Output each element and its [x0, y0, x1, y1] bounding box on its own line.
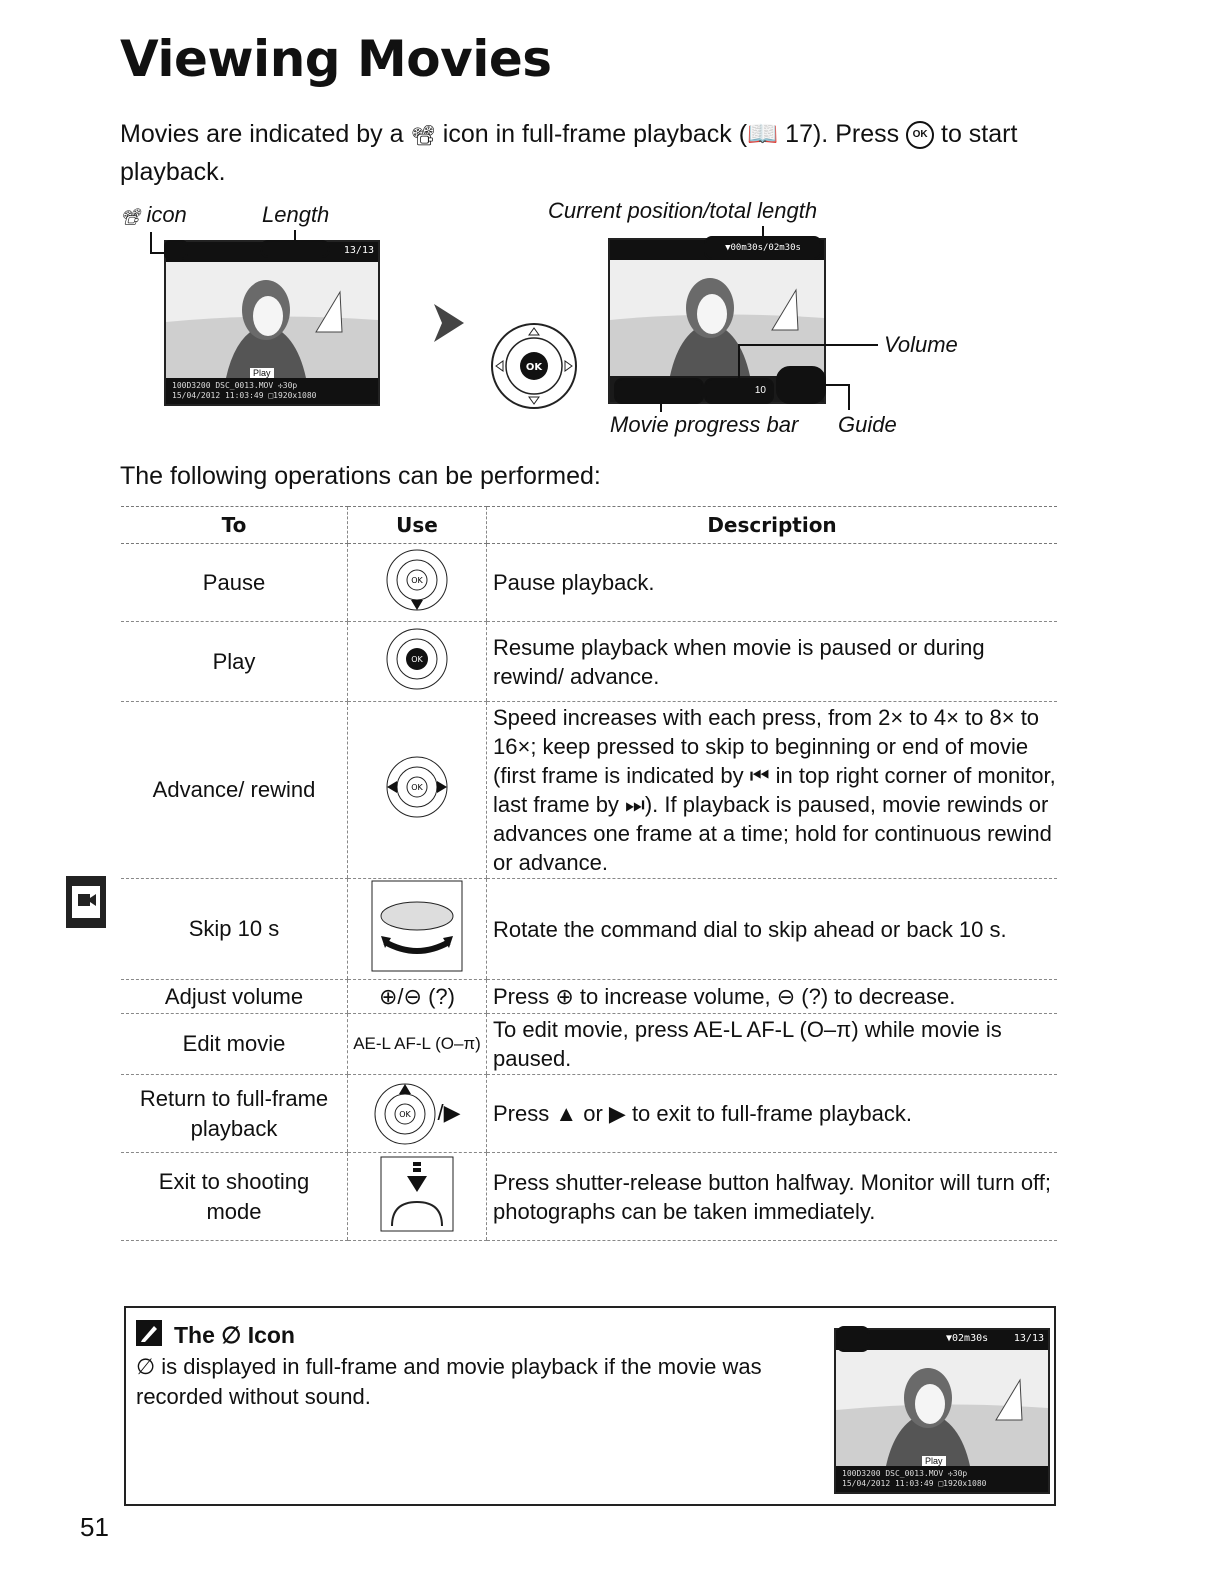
intro-part-b: icon in full-frame playback (	[442, 120, 748, 148]
ok-button-icon	[385, 627, 449, 691]
page-number: 51	[80, 1512, 109, 1542]
footer-line-2: 15/04/2012 11:03:49 □1920x1080	[172, 391, 317, 400]
header-description: Description	[487, 507, 1058, 544]
row-use	[348, 702, 487, 879]
note-play-label: Play	[922, 1456, 946, 1466]
row-to: Edit movie	[121, 1014, 348, 1075]
row-use	[348, 544, 487, 622]
row-use	[348, 879, 487, 980]
row-to: Play	[121, 622, 348, 702]
intro-part-d: to start playback.	[120, 120, 1018, 186]
row-desc: Pause playback.	[487, 544, 1058, 622]
note-length: ▼02m30s	[946, 1333, 989, 1344]
header-use: Use	[348, 507, 487, 544]
length-caption: Length	[262, 202, 330, 227]
movie-section-tab	[66, 876, 106, 928]
progress-bar-callout	[614, 378, 704, 404]
guide-callout	[776, 366, 826, 404]
footer-line-1: 100D3200 DSC_0013.MOV ✢30p	[172, 381, 298, 390]
row-to: Exit to shooting mode	[121, 1153, 348, 1241]
volume-callout: 10	[704, 378, 774, 404]
position-callout: ▼00m30s/02m30s	[704, 236, 822, 260]
row-use	[348, 1153, 487, 1241]
length-callout	[260, 240, 330, 258]
row-desc: Speed increases with each press, from 2× to 4× to 8× to 16×; keep pressed to skip to beginning or end of movie (first frame is indicated by ⏮ in top right corner of monitor, last frame by ⏭). If playback is paused, movie rewinds or advances one frame at a time; hold for continuous rewind or advance.	[487, 702, 1058, 879]
pencil-note-icon	[136, 1320, 162, 1346]
row-use	[348, 622, 487, 702]
note-box	[124, 1306, 1056, 1506]
book-icon: 📖	[747, 120, 779, 148]
row-desc: Press ▲ or ▶ to exit to full-frame playback.	[487, 1075, 1058, 1153]
row-use	[348, 1075, 487, 1153]
row-to: Skip 10 s	[121, 879, 348, 980]
row-use: ⊕/⊖ (?)	[348, 980, 487, 1014]
row-desc: Press shutter-release button halfway. Monitor will turn off; photographs can be taken immediately.	[487, 1153, 1058, 1241]
note-body: ∅ is displayed in full-frame and movie playback if the movie was recorded without sound.	[136, 1354, 762, 1409]
table-row	[121, 1153, 1057, 1241]
playback-screen-1	[164, 240, 380, 406]
movie-camera-icon: 📽	[120, 209, 141, 226]
intro-part-a: Movies are indicated by a	[120, 120, 404, 148]
svg-text:OK: OK	[411, 654, 423, 664]
note-playback-screen	[834, 1328, 1050, 1494]
table-row	[121, 879, 1057, 980]
svg-text:OK: OK	[525, 362, 543, 373]
row-use: AE-L AF-L (O–π)	[348, 1014, 487, 1075]
guide-caption: Guide	[838, 412, 897, 437]
multi-selector-icon	[490, 322, 578, 410]
position-caption: Current position/total length	[548, 198, 818, 223]
row-to: Return to full-frame playback	[121, 1075, 348, 1153]
note-footer-1: 100D3200 DSC_0013.MOV ✢30p	[842, 1469, 968, 1478]
note-count: 13/13	[1013, 1333, 1044, 1344]
row-to: Adjust volume	[121, 980, 348, 1014]
svg-text:OK: OK	[411, 575, 423, 585]
table-row	[121, 1075, 1057, 1153]
row-desc: Resume playback when movie is paused or during rewind/ advance.	[487, 622, 1058, 702]
volume-caption: Volume	[884, 332, 958, 357]
no-sound-icon-callout	[836, 1326, 870, 1352]
row-to: Pause	[121, 544, 348, 622]
icon-caption: 📽 icon	[120, 202, 187, 227]
row-desc: Press ⊕ to increase volume, ⊖ (?) to decrease.	[487, 980, 1058, 1014]
playback-button-label: /▶	[437, 1099, 461, 1125]
row-desc: To edit movie, press AE-L AF-L (O–π) while movie is paused.	[487, 1014, 1058, 1075]
note-title: The ∅ Icon	[174, 1322, 295, 1348]
shutter-release-icon	[380, 1156, 454, 1232]
arrow-right-icon	[430, 300, 466, 346]
header-to: To	[121, 507, 348, 544]
row-desc: Rotate the command dial to skip ahead or back 10 s.	[487, 879, 1058, 980]
ops-intro: The following operations can be performed:	[120, 462, 601, 490]
table-row	[121, 544, 1057, 622]
page-title: Viewing Movies	[120, 30, 552, 88]
table-row	[121, 980, 1057, 1014]
table-row	[121, 702, 1057, 879]
movie-camera-icon	[66, 876, 106, 928]
command-dial-icon	[371, 880, 463, 972]
photo	[166, 262, 378, 378]
operations-table	[121, 506, 1057, 1241]
frame-count: 13/13	[343, 245, 374, 256]
icon-callout	[164, 240, 188, 260]
svg-text:OK: OK	[399, 1109, 412, 1119]
play-label: Play	[250, 368, 274, 378]
ok-button-icon: OK	[906, 121, 934, 149]
table-row	[121, 622, 1057, 702]
movie-camera-icon: 📽	[410, 125, 436, 147]
multi-selector-left-right-icon	[385, 755, 449, 819]
row-to: Advance/ rewind	[121, 702, 348, 879]
svg-text:OK: OK	[411, 783, 423, 792]
intro-part-c: 17). Press	[785, 120, 900, 148]
table-row	[121, 1014, 1057, 1075]
multi-selector-down-icon	[385, 548, 449, 612]
note-footer-2: 15/04/2012 11:03:49 □1920x1080	[842, 1479, 987, 1488]
intro-text	[120, 116, 1020, 190]
progress-caption: Movie progress bar	[610, 412, 799, 437]
multi-selector-up-icon	[373, 1082, 437, 1146]
